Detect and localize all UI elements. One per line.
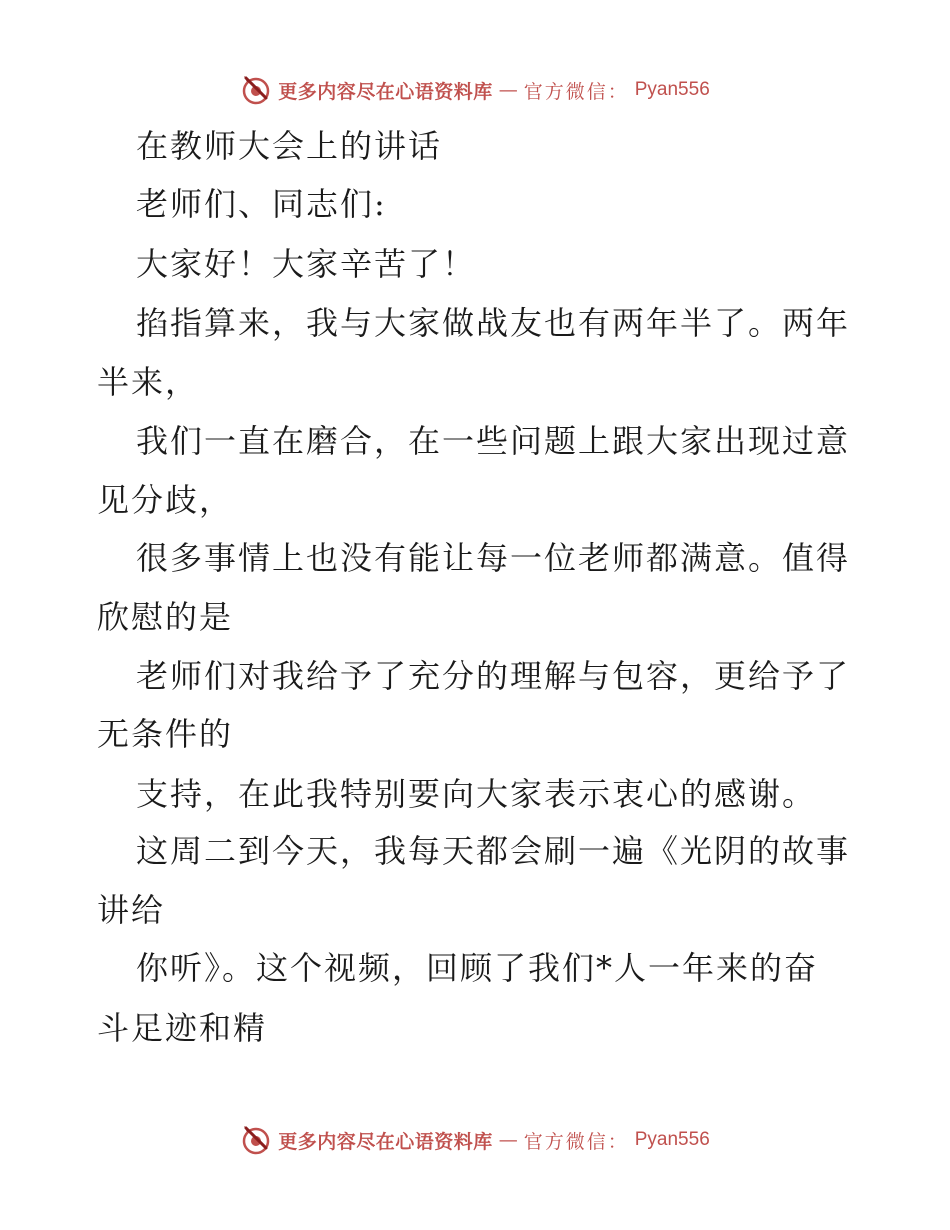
- salutation: 老师们、同志们:: [136, 185, 387, 223]
- paragraph-line: 支持，在此我特别要向大家表示衷心的感谢。: [136, 775, 817, 813]
- paragraph-line: 掐指算来，我与大家做战友也有两年半了。两年: [136, 304, 851, 342]
- header-wechat-id: Pyan556: [634, 79, 710, 100]
- quill-logo-icon: [240, 1124, 272, 1156]
- footer-banner: [240, 1124, 710, 1156]
- quill-logo-icon: [240, 74, 272, 106]
- document-title: 在教师大会上的讲话: [136, 127, 443, 165]
- header-banner: [240, 74, 710, 106]
- header-wechat-label: 官方微信：: [523, 80, 629, 103]
- paragraph-line: 我们一直在磨合，在一些问题上跟大家出现过意: [136, 422, 851, 460]
- footer-wechat-label: 官方微信：: [523, 1130, 629, 1153]
- header-separator: —: [498, 79, 518, 101]
- header-brand-text: 更多内容尽在心语资料库: [278, 80, 493, 103]
- paragraph-line: 很多事情上也没有能让每一位老师都满意。值得: [136, 539, 851, 577]
- footer-wechat-id: Pyan556: [634, 1129, 710, 1150]
- paragraph-line: 欣慰的是: [97, 598, 234, 636]
- footer-brand-text: 更多内容尽在心语资料库: [278, 1130, 493, 1153]
- page-footer: [0, 1120, 950, 1160]
- paragraph-line: 斗足迹和精: [97, 1009, 268, 1047]
- paragraph-line: 半来，: [97, 363, 200, 401]
- page-header: [0, 70, 950, 110]
- paragraph-line: 这周二到今天，我每天都会刷一遍《光阴的故事: [136, 832, 851, 870]
- footer-separator: —: [498, 1129, 518, 1151]
- paragraph-line: 无条件的: [97, 715, 234, 753]
- paragraph-line: 老师们对我给予了充分的理解与包容，更给予了: [136, 657, 851, 695]
- paragraph-line: 讲给: [97, 891, 166, 929]
- paragraph-line: 你听》。这个视频，回顾了我们*人一年来的奋: [136, 949, 819, 987]
- greeting: 大家好！大家辛苦了！: [136, 245, 477, 283]
- paragraph-line: 见分歧，: [97, 481, 234, 519]
